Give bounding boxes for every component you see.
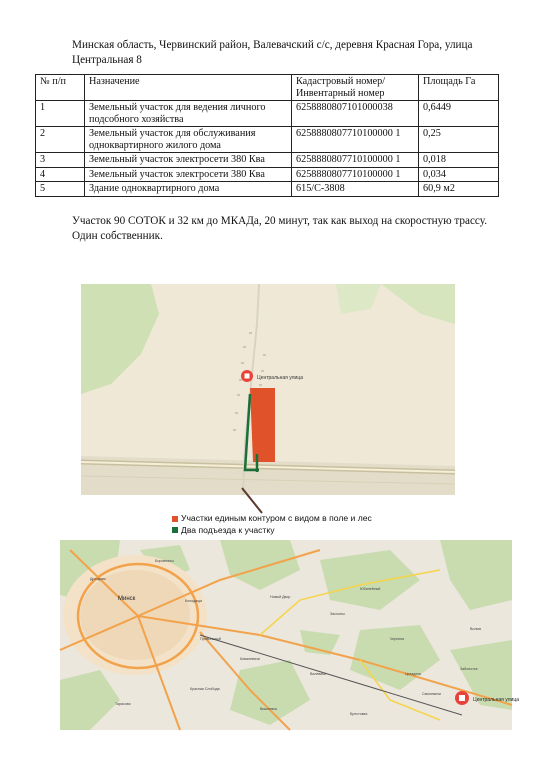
row-purpose: Земельный участок электросети 380 Ква — [85, 153, 292, 168]
row-number: 3 — [36, 153, 85, 168]
row-purpose: Земельный участок для ведения личного подсобного хозяйства — [85, 101, 292, 127]
place-label: Привольный — [200, 637, 221, 641]
row-cadastral: 6258880807710100000 1 — [292, 127, 419, 153]
place-label: Боровляны — [155, 559, 174, 563]
legend-swatch-plot — [172, 516, 178, 522]
row-area: 60,9 м2 — [419, 182, 499, 197]
row-cadastral: 6258880807710100000 1 — [292, 167, 419, 182]
regional-map-svg — [60, 540, 519, 730]
row-number: 1 — [36, 101, 85, 127]
legend-item — [172, 513, 372, 525]
place-label: Цитадель — [405, 672, 422, 676]
city-label: Минск — [118, 596, 136, 602]
place-label: Дроздово — [90, 577, 106, 581]
place-label: Черничи — [390, 637, 405, 641]
map-legend — [172, 513, 372, 536]
place-label: Ковалевичи — [240, 657, 260, 661]
col-area-header: Площадь Га — [419, 75, 499, 101]
place-label: Брестовка — [350, 712, 368, 716]
row-purpose: Здание одноквартирного дома — [85, 182, 292, 197]
row-cadastral: 6258880807101000038 — [292, 101, 419, 127]
place-label: Заслоны — [330, 612, 345, 616]
place-label: Волма — [470, 627, 481, 631]
col-purpose-header: Назначение — [85, 75, 292, 101]
place-label: Заболотье — [460, 667, 478, 671]
marker-label: Центральная улица — [473, 697, 519, 703]
row-area: 0,25 — [419, 127, 499, 153]
place-label: Валевачи — [310, 672, 327, 676]
address-header: Минская область, Червинский район, Валевачский с/с, деревня Красная Гора, улица Центральная 8 — [72, 39, 473, 66]
col-cadastral-header: Кадастровый номер/ Инвентарный номер — [292, 75, 419, 101]
place-label: Юбилейный — [360, 587, 381, 591]
row-purpose: Земельный участок для обслуживания одноквартирного жилого дома — [85, 127, 292, 153]
place-label: Вишневка — [260, 707, 277, 711]
row-purpose: Земельный участок электросети 380 Ква — [85, 167, 292, 182]
row-area: 0,034 — [419, 167, 499, 182]
marker-label: Центральная улица — [257, 375, 303, 381]
place-label: Смолевичи — [422, 692, 441, 696]
legend-label: Два подъезда к участку — [181, 524, 275, 535]
place-label: Тарасово — [115, 702, 131, 706]
description-note: Участок 90 СОТОК и 32 км до МКАДа, 20 минут, так как выход на скоростную трассу. Один собственник. — [72, 215, 487, 242]
row-cadastral: 6258880807710100000 1 — [292, 153, 419, 168]
place-label: Новый Двор — [270, 595, 291, 599]
legend-label: Участки единым контуром с видом в поле и лес — [181, 513, 372, 523]
legend-swatch-road — [172, 527, 178, 533]
place-label: Колодищи — [185, 599, 203, 603]
legend-item — [172, 525, 372, 537]
row-area: 0,018 — [419, 153, 499, 168]
regional-map — [60, 540, 519, 730]
place-label: Красная Слобода — [190, 687, 220, 691]
row-number: 5 — [36, 182, 85, 197]
col-number-header: № п/п — [36, 75, 85, 101]
row-number: 4 — [36, 167, 85, 182]
row-number: 2 — [36, 127, 85, 153]
row-area: 0,6449 — [419, 101, 499, 127]
row-cadastral: 615/С-3808 — [292, 182, 419, 197]
